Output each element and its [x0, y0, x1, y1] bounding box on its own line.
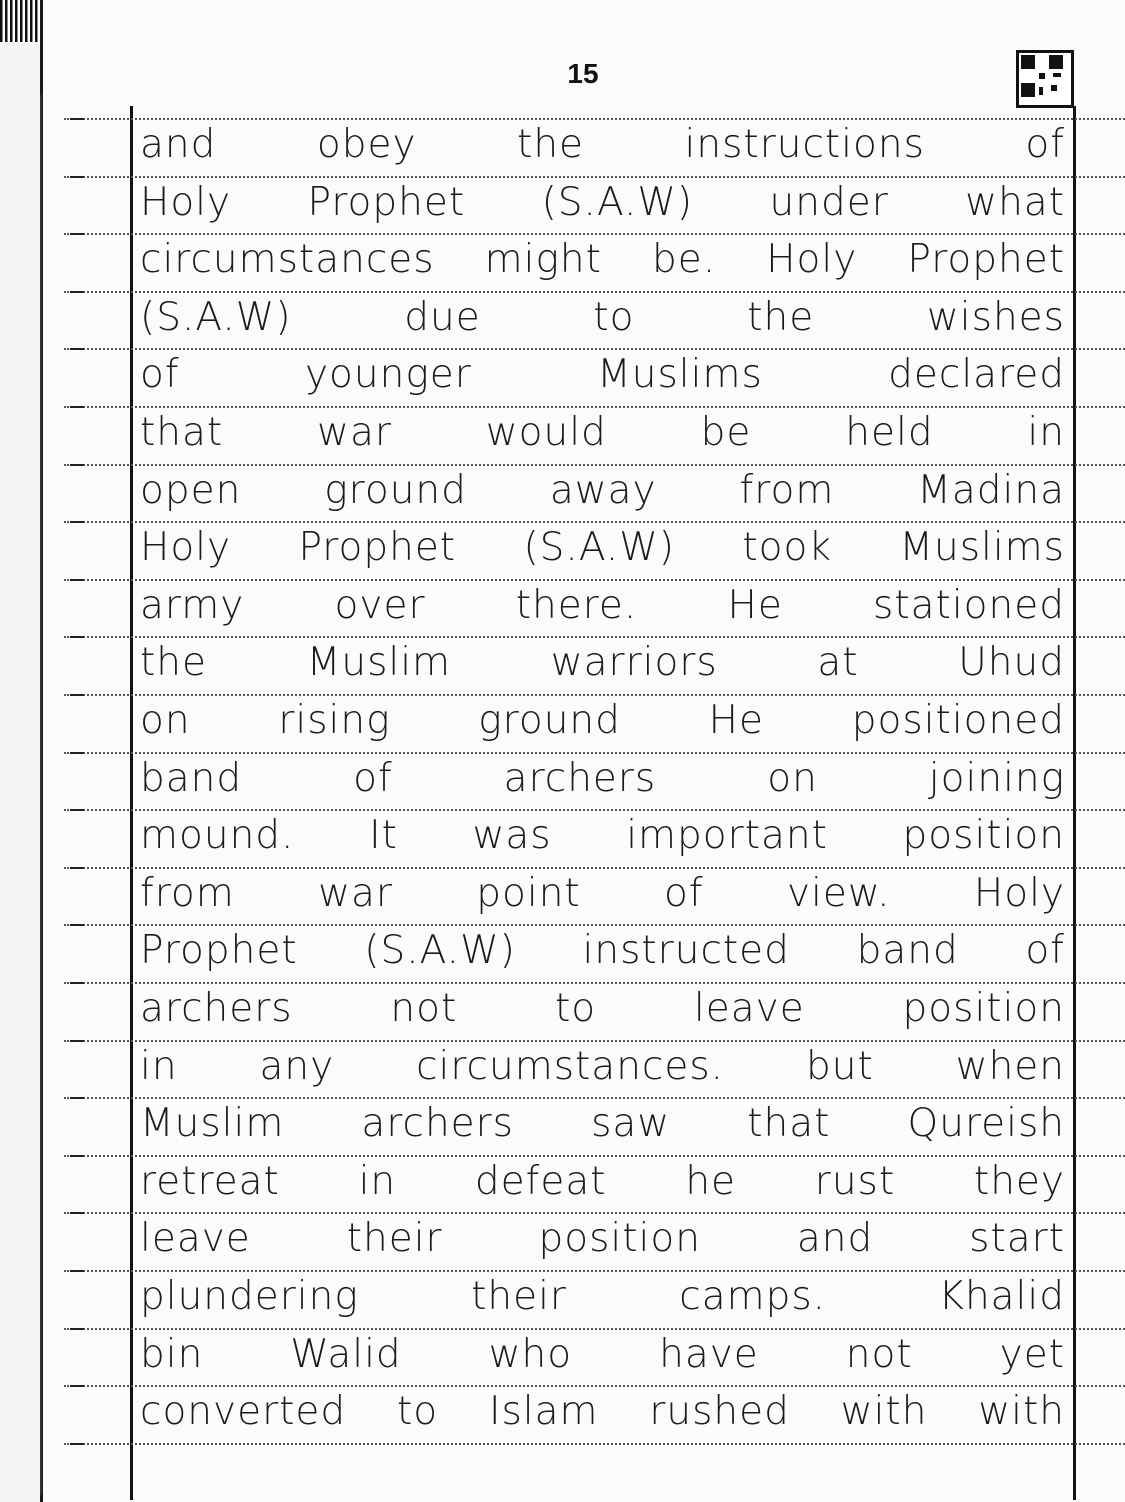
- margin-tick: [70, 1040, 84, 1042]
- text-line: Prophet (S.A.W) instructed band of: [140, 928, 1065, 973]
- text-line: the Muslim warriors at Uhud: [140, 640, 1065, 685]
- margin-tick: [70, 1328, 84, 1330]
- text-line: Holy Prophet (S.A.W) under what: [140, 180, 1065, 225]
- page-number: 15: [567, 58, 599, 89]
- text-line: open ground away from Madina: [140, 468, 1065, 513]
- margin-tick: [70, 752, 84, 754]
- margin-tick: [70, 1155, 84, 1157]
- margin-tick: [70, 1097, 84, 1099]
- margin-tick: [70, 982, 84, 984]
- margin-tick: [70, 1385, 84, 1387]
- margin-tick: [70, 924, 84, 926]
- margin-tick: [70, 636, 84, 638]
- text-line: of younger Muslims declared: [140, 352, 1065, 397]
- margin-tick: [70, 579, 84, 581]
- margin-tick: [70, 867, 84, 869]
- margin-tick: [70, 176, 84, 178]
- text-line: bin Walid who have not yet: [140, 1332, 1065, 1377]
- text-line: and obey the instructions of: [140, 122, 1065, 167]
- text-line: in any circumstances. but when: [140, 1044, 1065, 1089]
- text-line: Muslim archers saw that Qureish: [140, 1101, 1065, 1146]
- corner-qr-code-icon: [0, 0, 40, 42]
- margin-line: [40, 95, 66, 1495]
- text-line: from war point of view. Holy: [140, 871, 1065, 916]
- margin-tick: [70, 521, 84, 523]
- margin-tick: [70, 118, 84, 120]
- margin-tick: [70, 233, 84, 235]
- margin-tick: [70, 348, 84, 350]
- text-line: army over there. He stationed: [140, 583, 1065, 628]
- text-line: retreat in defeat he rust they: [140, 1159, 1065, 1204]
- text-line: converted to Islam rushed with with: [140, 1389, 1065, 1434]
- text-line: band of archers on joining: [140, 756, 1065, 801]
- margin-tick: [70, 1212, 84, 1214]
- text-line: circumstances might be. Holy Prophet: [140, 237, 1065, 282]
- margin-tick: [70, 291, 84, 293]
- text-line: mound. It was important position: [140, 813, 1065, 858]
- page-binding: [0, 0, 43, 1502]
- margin-tick: [70, 694, 84, 696]
- text-line: leave their position and start: [140, 1216, 1065, 1261]
- margin-tick: [70, 809, 84, 811]
- text-line: (S.A.W) due to the wishes: [140, 295, 1065, 340]
- margin-tick: [70, 406, 84, 408]
- text-line: that war would be held in: [140, 410, 1065, 455]
- margin-tick: [70, 464, 84, 466]
- qr-code-icon: [1016, 50, 1074, 108]
- text-line: Holy Prophet (S.A.W) took Muslims: [140, 525, 1065, 570]
- margin-tick: [70, 1443, 84, 1445]
- margin-tick: [70, 1270, 84, 1272]
- text-line: plundering their camps. Khalid: [140, 1274, 1065, 1319]
- text-line: archers not to leave position: [140, 986, 1065, 1031]
- text-line: on rising ground He positioned: [140, 698, 1065, 743]
